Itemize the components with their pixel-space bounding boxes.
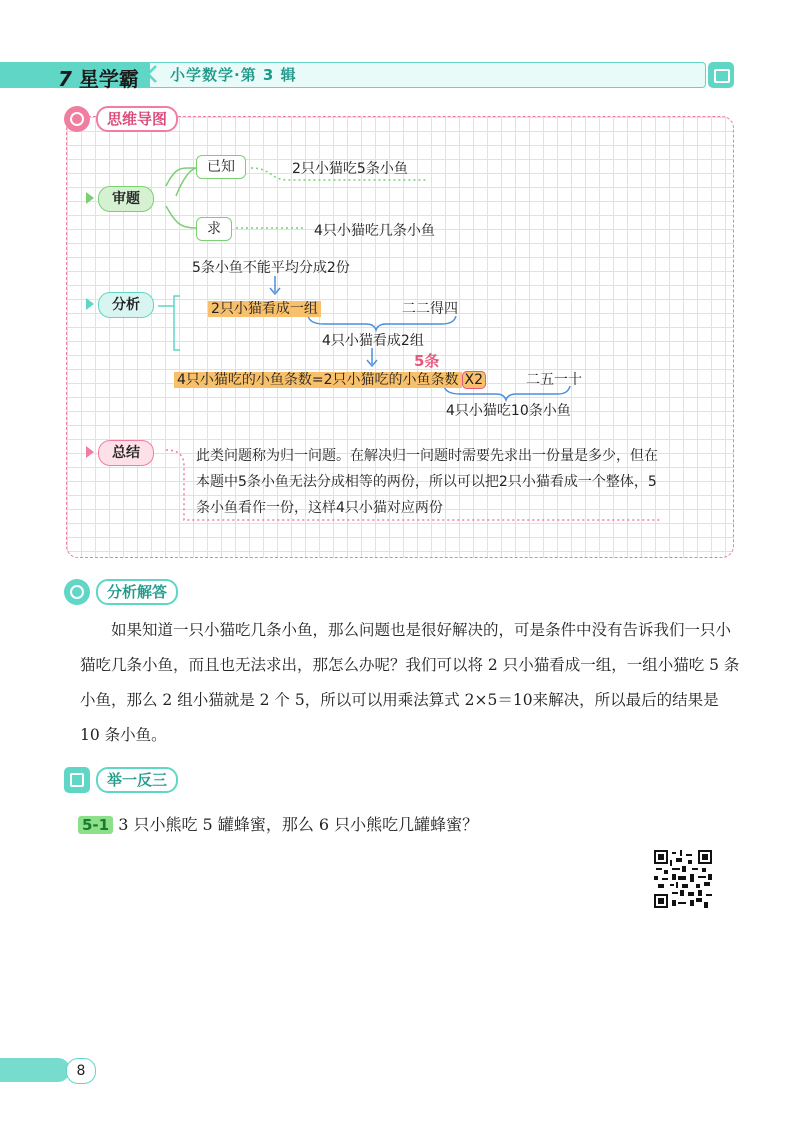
ask-text: 4只小猫吃几条小鱼: [314, 223, 435, 239]
brand-title: [58, 63, 139, 92]
node-shenti: 审题: [98, 186, 154, 212]
answer-title: 分析解答: [96, 579, 178, 605]
five-tiao-label: 5条: [414, 352, 440, 370]
node-summary: 总结: [98, 440, 154, 466]
formula-line: [174, 369, 486, 389]
node-analysis: 分析: [98, 292, 154, 318]
triangle-marker: [86, 446, 94, 458]
footer-band: [0, 1058, 70, 1082]
book-icon: [708, 62, 734, 88]
pencil-icon: [64, 767, 90, 793]
triangle-marker: [86, 298, 94, 310]
analysis-line3: 4只小猫看成2组: [322, 333, 424, 349]
analysis-line2: [208, 298, 321, 318]
triangle-marker: [86, 192, 94, 204]
analysis-line1: 5条小鱼不能平均分成2份: [192, 260, 350, 276]
chevron-left-icon: [144, 64, 160, 84]
question-text: 3 只小熊吃 5 罐蜂蜜，那么 6 只小熊吃几罐蜂蜜？: [118, 815, 479, 834]
brand-number: 7: [58, 67, 72, 91]
answer-text: 如果知道一只小猫吃几条小鱼，那么问题也是很好解决的，可是条件中没有告诉我们一只小猫吃几条小鱼，而且也无法求出，那怎么办呢？我们可以将 2 只小猫看成一组，一组小猫吃 5 条小鱼，那么 2 组小猫就是 2 个 5，所以可以用乘法算式 2×5＝10来解决，所以最后的结果是 10 条小鱼。: [80, 621, 740, 744]
mindmap-title: 思维导图: [96, 106, 178, 132]
summary-text: 此类问题称为归一问题。在解决归一问题时需要先求出一份量是多少，但在本题中5条小鱼无法分成相等的两份，所以可以把2只小猫看成一个整体，5条小鱼看作一份，这样4只小猫对应两份: [196, 448, 658, 516]
diamond-icon: [64, 579, 90, 605]
analysis-line2-text: 2只小猫看成一组: [208, 301, 321, 317]
analysis-line2-note: 二二得四: [402, 301, 458, 317]
analysis-result: 4只小猫吃10条小鱼: [446, 403, 571, 419]
question-label: 5-1: [78, 816, 113, 834]
node-known: 已知: [196, 155, 246, 179]
page-number: 8: [66, 1058, 96, 1084]
practice-title: 举一反三: [96, 767, 178, 793]
formula-note: 二五一十: [526, 372, 582, 388]
formula-text: 4只小猫吃的小鱼条数=2只小猫吃的小鱼条数: [174, 372, 462, 388]
times-two: X2: [462, 371, 487, 389]
known-text: 2只小猫吃5条小鱼: [292, 161, 408, 177]
brand-name: 星学霸: [78, 67, 139, 91]
node-ask: 求: [196, 217, 232, 241]
qr-code-icon[interactable]: [654, 850, 712, 908]
practice-question: [78, 812, 478, 835]
header-subtitle: 小学数学·第 3 辑: [170, 66, 297, 84]
